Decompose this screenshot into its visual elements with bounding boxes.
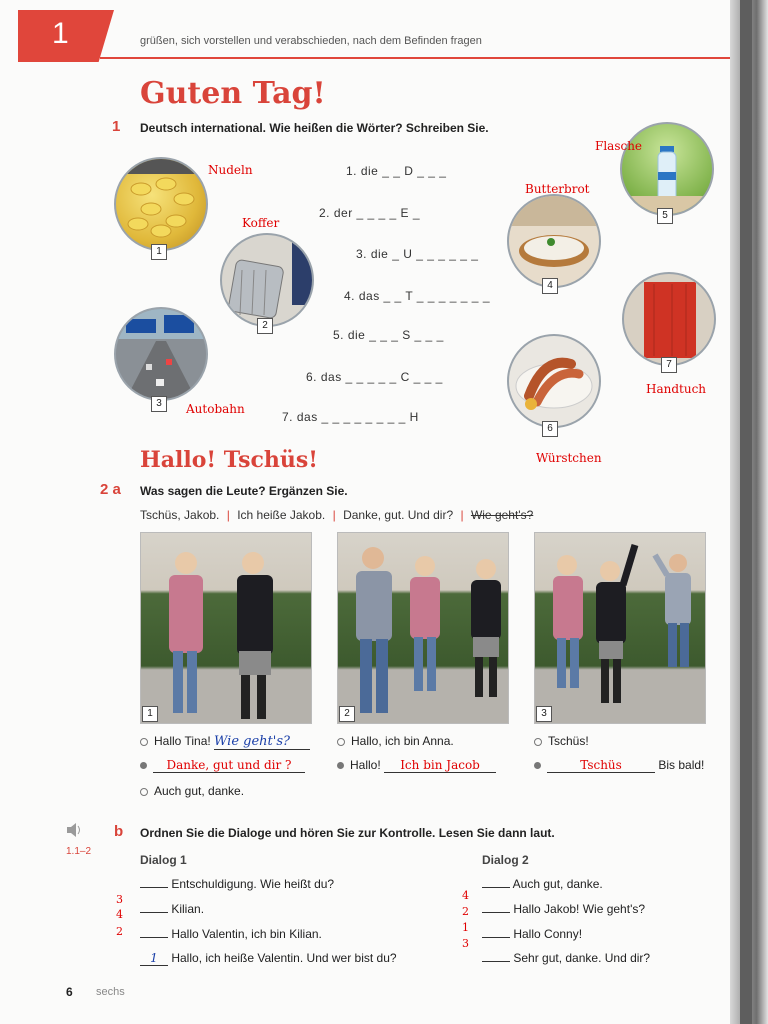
photo-1-text-1: Hallo Tina! xyxy=(154,734,211,748)
butterbrot-illustration xyxy=(509,196,599,286)
dialog-1-blank-1 xyxy=(140,887,168,888)
dialog-2-blank-4 xyxy=(482,961,510,962)
picture-handtuch xyxy=(622,272,716,366)
option-separator-3: | xyxy=(460,508,464,522)
autobahn-illustration xyxy=(116,309,206,399)
speaker-b-icon xyxy=(140,762,147,769)
picture-number-7: 7 xyxy=(661,357,677,373)
exercise-number-2 xyxy=(100,481,121,498)
audio-icon xyxy=(66,823,82,842)
answer-butterbrot: Butterbrot xyxy=(525,182,590,196)
dialog-2-title: Dialog 2 xyxy=(482,853,529,867)
dialog-2-line-3 xyxy=(482,927,582,941)
photo-1-answer-1: Wie geht's? xyxy=(214,734,310,750)
option-box xyxy=(140,508,533,522)
photo-1-answer-2: Danke, gut und dir ? xyxy=(153,758,305,773)
dialog-1-title: Dialog 1 xyxy=(140,853,187,867)
photo-3 xyxy=(534,532,706,724)
exercise-2-number: 2 xyxy=(100,481,109,498)
option-separator-1: | xyxy=(226,508,230,522)
photo-1-line-3 xyxy=(140,784,244,798)
dialog-1-answer-1: 3 xyxy=(116,893,123,906)
photo-2-people xyxy=(338,533,508,723)
speaker-b-icon xyxy=(337,762,344,769)
dialog-1-line-2 xyxy=(140,902,204,916)
section-title-hallo-tschues: Hallo! Tschüs! xyxy=(140,447,318,473)
dialog-1-line-3 xyxy=(140,927,322,941)
word-2: 2. der _ _ _ _ E _ xyxy=(319,206,421,220)
dialog-1-answer-3: 2 xyxy=(116,925,123,938)
photo-1-text-3: Auch gut, danke. xyxy=(154,784,245,798)
photo-1-line-2 xyxy=(140,758,305,773)
photo-number-2: 2 xyxy=(339,706,355,722)
audio-track-number: 1.1–2 xyxy=(66,846,92,857)
photo-3-answer: Tschüs xyxy=(547,758,655,773)
option-2: Ich heiße Jakob. xyxy=(237,508,326,522)
picture-suitcase xyxy=(220,233,314,327)
answer-autobahn: Autobahn xyxy=(186,402,245,416)
answer-handtuch: Handtuch xyxy=(646,382,707,396)
answer-koffer: Koffer xyxy=(242,216,280,230)
word-3: 3. die _ U _ _ _ _ _ _ xyxy=(356,247,479,261)
photo-number-3: 3 xyxy=(536,706,552,722)
dialog-1-text-2: Kilian. xyxy=(171,902,205,916)
photo-1-line-1 xyxy=(140,734,310,750)
dialog-2-blank-3 xyxy=(482,937,510,938)
photo-2 xyxy=(337,532,509,724)
speaker-icon xyxy=(66,823,82,837)
picture-number-3: 3 xyxy=(151,396,167,412)
dialog-1-line-1 xyxy=(140,877,334,891)
word-4: 4. das _ _ T _ _ _ _ _ _ _ xyxy=(344,289,490,303)
dialog-1-answer-2: 4 xyxy=(116,908,123,921)
bottle-illustration xyxy=(622,124,712,214)
photo-2-line-1 xyxy=(337,734,454,748)
exercise-number-1: 1 xyxy=(112,118,121,135)
dialog-2-line-2 xyxy=(482,902,645,916)
exercise-1-instruction: Deutsch international. Wie heißen die Wörter? Schreiben Sie. xyxy=(140,121,489,135)
answer-wuerstchen: Würstchen xyxy=(536,451,602,465)
dialog-2-blank-1 xyxy=(482,887,510,888)
exercise-2b-instruction: Ordnen Sie die Dialoge und hören Sie zur Kontrolle. Lesen Sie dann laut. xyxy=(140,826,555,840)
picture-number-2: 2 xyxy=(257,318,273,334)
section-title-guten-tag: Guten Tag! xyxy=(140,76,326,111)
dialog-2-line-1 xyxy=(482,877,603,891)
exercise-2b-letter: b xyxy=(114,823,124,840)
picture-butterbrot xyxy=(507,194,601,288)
page-word: sechs xyxy=(96,986,125,998)
chapter-subtitle: grüßen, sich vorstellen und verabschieden, nach dem Befinden fragen xyxy=(140,35,482,47)
picture-flasche xyxy=(620,122,714,216)
noodles-illustration xyxy=(116,159,206,249)
dialog-2-text-2: Hallo Jakob! Wie geht's? xyxy=(513,902,646,916)
dialog-2-line-4 xyxy=(482,951,650,965)
dialog-2-blank-2 xyxy=(482,912,510,913)
photo-3-text-1: Tschüs! xyxy=(548,734,589,748)
photo-number-1: 1 xyxy=(142,706,158,722)
dialog-1-blank-2 xyxy=(140,912,168,913)
speaker-a-icon xyxy=(534,738,542,746)
photo-3-line-2 xyxy=(534,758,704,773)
photo-3-text-3: Bis bald! xyxy=(658,758,705,772)
picture-wuerstchen xyxy=(507,334,601,428)
answer-nudeln: Nudeln xyxy=(208,163,253,177)
photo-3-line-1 xyxy=(534,734,589,748)
option-separator-2: | xyxy=(332,508,336,522)
exercise-2a-letter: a xyxy=(112,481,121,498)
word-1: 1. die _ _ D _ _ _ xyxy=(346,164,447,178)
dialog-1-text-3: Hallo Valentin, ich bin Kilian. xyxy=(171,927,322,941)
picture-number-5: 5 xyxy=(657,208,673,224)
photo-2-answer: Ich bin Jacob xyxy=(384,758,496,773)
dialog-2-answer-2: 2 xyxy=(462,905,469,918)
dialog-2-answer-1: 4 xyxy=(462,889,469,902)
dialog-2-text-3: Hallo Conny! xyxy=(513,927,583,941)
photo-2-line-2 xyxy=(337,758,496,773)
picture-number-4: 4 xyxy=(542,278,558,294)
exercise-2a-instruction: Was sagen die Leute? Ergänzen Sie. xyxy=(140,484,348,498)
dialog-1-line-4 xyxy=(140,951,397,966)
sausage-illustration xyxy=(509,336,599,426)
dialog-2-text-1: Auch gut, danke. xyxy=(512,877,603,891)
picture-number-1: 1 xyxy=(151,244,167,260)
photo-1 xyxy=(140,532,312,724)
dialog-2-text-4: Sehr gut, danke. Und dir? xyxy=(513,951,651,965)
speaker-a-icon xyxy=(140,788,148,796)
towel-illustration xyxy=(624,274,714,364)
book-spine-shadow xyxy=(740,0,752,1024)
speaker-a-icon xyxy=(140,738,148,746)
picture-autobahn xyxy=(114,307,208,401)
photo-3-people xyxy=(535,533,705,723)
photo-1-people xyxy=(141,533,311,723)
word-5: 5. die _ _ _ S _ _ _ xyxy=(333,328,444,342)
photo-2-text-1: Hallo, ich bin Anna. xyxy=(351,734,454,748)
answer-flasche: Flasche xyxy=(595,139,643,153)
speaker-b-icon xyxy=(534,762,541,769)
option-1: Tschüs, Jakob. xyxy=(140,508,220,522)
page-number: 6 xyxy=(66,985,73,999)
word-7: 7. das _ _ _ _ _ _ _ _ H xyxy=(282,410,419,424)
suitcase-illustration xyxy=(222,235,312,325)
picture-number-6: 6 xyxy=(542,421,558,437)
picture-noodles xyxy=(114,157,208,251)
option-4: Wie geht's? xyxy=(470,508,534,522)
word-6: 6. das _ _ _ _ _ C _ _ _ xyxy=(306,370,443,384)
option-3: Danke, gut. Und dir? xyxy=(343,508,454,522)
dialog-1-blank-3 xyxy=(140,937,168,938)
dialog-2-answer-4: 3 xyxy=(462,937,469,950)
dialog-2-answer-3: 1 xyxy=(462,921,469,934)
dialog-1-text-1: Entschuldigung. Wie heißt du? xyxy=(171,877,335,891)
header-rule xyxy=(100,57,740,59)
dialog-1-blank-4: 1 xyxy=(140,951,168,966)
dialog-1-text-4: Hallo, ich heiße Valentin. Und wer bist du? xyxy=(171,951,397,965)
speaker-a-icon xyxy=(337,738,345,746)
photo-2-text-2: Hallo! xyxy=(350,758,381,772)
chapter-number: 1 xyxy=(52,17,69,50)
